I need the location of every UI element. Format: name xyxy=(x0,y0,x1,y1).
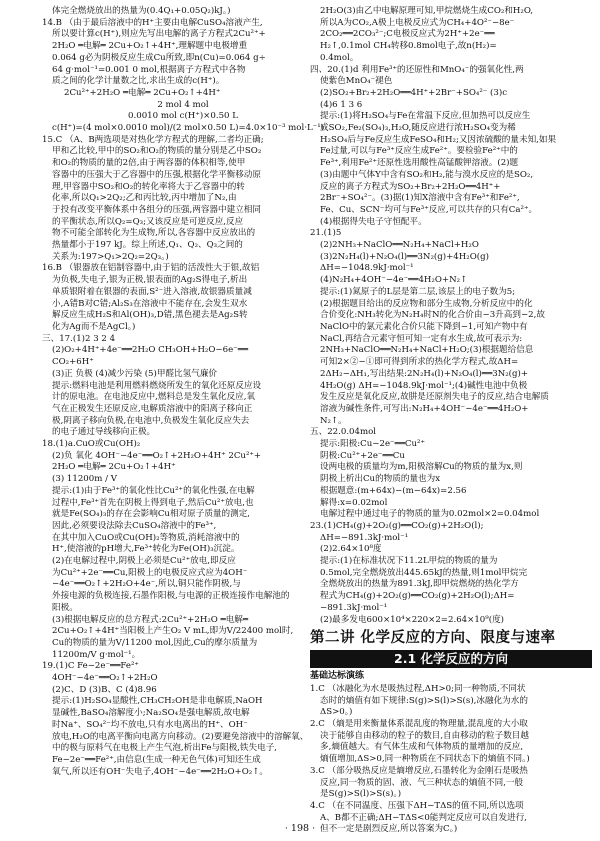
text-line: H₂SO₄后与Fe反应生成FeSO₄和H₂;又因浓硫酸的量未知,如果 xyxy=(320,134,557,145)
text-line: Fe过量,可以与Fe³⁺反应生成Fe²⁺。要检验Fe²⁺中的 xyxy=(320,146,518,157)
text-line: 0.064 g必为阴极反应生成Cu所致,即n(Cu)=0.064 g÷ xyxy=(52,52,266,63)
text-line: 时Na⁺、SO₄²⁻均不放电,只有水电离出的H⁺、OH⁻ xyxy=(52,719,248,730)
text-line: 2Cu+O₂↑+4H⁺当阳极上产生O₂ V mL,即为V/22400 mol时, xyxy=(52,626,294,637)
text-line: 放电,H₂O的电离平衡向电离方向移动。(2)要避免溶液中的溶解氧、 xyxy=(52,731,309,742)
text-line: 1.C （冰融化为水是吸热过程,ΔH>0;同一种物质,不同状 xyxy=(310,683,526,694)
text-line: 物不可能全部转化为生成物,所以,各容器中反应放出的 xyxy=(52,228,256,239)
page-number: · 198 · xyxy=(284,823,316,834)
text-line: 气在正极发生还原反应,电解质溶液中的阳离子移向正 xyxy=(52,403,253,414)
text-line: 四、20.(1)d 利用Fe³⁺的还原性和MnO₄⁻的强氧化性,两 xyxy=(310,64,524,75)
text-line: 2CO₂══2CO₃²⁻;C电极反应式为2H⁺+2e⁻══ xyxy=(320,29,495,40)
text-line: 3.C （部分吸热反应是熵增反应,石墨转化为金刚石是吸热 xyxy=(310,765,528,776)
text-line: 三、17.(1)2 3 2 4 xyxy=(42,333,116,344)
text-line: 2ΔH₂−ΔH₁,写出结果:2N₂H₄(l)+N₂O₄(l)══3N₂(g)+ xyxy=(320,368,529,379)
text-line: ΔH=−1048.9kJ·mol⁻¹ xyxy=(320,263,414,274)
text-line: (4)根据得失电子守恒配平。 xyxy=(320,216,427,227)
text-line: 15.C （A、B两选项是对热化学方程式的理解,二者均正确; xyxy=(42,134,264,145)
text-line: (3) 11200m / V xyxy=(52,474,117,485)
text-line: 0.0010 mol c(H⁺)×0.50 L xyxy=(128,111,238,122)
text-line: 23.(1)CH₄(g)+2O₂(g)══CO₂(g)+2H₂O(l); xyxy=(310,520,484,531)
text-line: 决于能够自由移动的粒子的数目,自由移动的粒子数目越 xyxy=(320,730,529,741)
text-line: 64 g·mol⁻¹=0.001 0 mol,根据离子方程式中各物 xyxy=(52,64,246,75)
text-line: 阴极:Cu²⁺+2e⁻══Cu xyxy=(320,450,405,461)
text-line: 态时的熵值有如下规律:S(g)>S(l)>S(s),冰融化为水的 xyxy=(320,695,528,706)
text-line: 14.B （由于最后溶液中的H⁺主要由电解CuSO₄溶液产生, xyxy=(42,17,263,28)
text-line: 2Cu²⁺+2H₂O ═电解═ 2Cu+O₂↑+4H⁺ xyxy=(64,87,221,98)
text-line: (3)由题中气体Y中含有SO₂和H₂,能与溴水反应的是SO₂, xyxy=(320,169,534,180)
text-line: 单质银附着在银器的表面,S²⁻进入溶液,故银器质量减 xyxy=(52,286,252,297)
text-line: NaClO中的氯元素化合价只能下降到−1,可知产物中有 xyxy=(320,321,528,332)
text-line: 溶液为碱性条件,可写出:N₂H₄+4OH⁻−4e⁻══4H₂O+ xyxy=(320,403,529,414)
text-line: 发生反应是氧化反应,故肼是还原剂失电子的反应,结合电解质 xyxy=(320,392,549,403)
text-line: 4.C （在不同温度、压强下ΔH−TΔS的值不同,所以选项 xyxy=(310,801,524,811)
text-line: 过程中,Fe³⁺首先在阴极上得到电子,然后Cu²⁺放电,也 xyxy=(52,497,254,508)
text-line: 容器中的压强大于乙容器中的压强,根据化学平衡移动原 xyxy=(52,169,261,180)
text-line: (2)在电解过程中,阴极上必须是Cu²⁺放电,即反应 xyxy=(52,556,236,567)
text-line: 提示:(1)由于Fe³⁺的氧化性比Cu²⁺的氧化性强,在电解 xyxy=(52,485,255,496)
text-line: 电解过程中通过电子的物质的量为0.02mol×2=0.04mol xyxy=(320,509,540,520)
text-line: 2H₂O ═电解═ 2Cu+O₂↑+4H⁺ xyxy=(52,462,176,473)
text-line: 提示:燃料电池是利用燃料燃烧所发生的氧化还原反应设 xyxy=(52,380,262,391)
text-line: ΔH=−891.3kJ·mol⁻¹ xyxy=(320,532,409,543)
text-line: N₂↑。 xyxy=(320,415,347,426)
right-column-answers xyxy=(310,6,592,626)
subsection-title: 基础达标演练 xyxy=(310,671,365,682)
text-line: Cu的物质的量为V/11200 mol,因此,Cu的摩尔质量为 xyxy=(52,637,258,648)
text-line: 理,甲容器中SO₂和O₂的转化率将大于乙容器中的转 xyxy=(52,181,245,192)
text-line: (2)O₂+4H⁺+4e⁻══2H₂O CH₃OH+H₂O−6e⁻══ xyxy=(52,345,249,356)
text-line: Fe−2e⁻══Fe²⁺,由信息(生成一种无色气体)可知还生成 xyxy=(52,755,261,765)
text-line: 的电子通过导线移向正极。 xyxy=(52,427,156,438)
text-line: (4)6 1 3 6 xyxy=(320,99,363,110)
text-line: (3)正 负极 (4)减少污染 (5)甲醛比氢气廉价 xyxy=(52,368,218,379)
text-line: Fe、Cu、SCN⁻均可与Fe³⁺反应,可以共存的只有Ca²⁺。 xyxy=(320,204,538,215)
text-line: 2H₂O(3)由乙中电解原理可知,甲烷燃烧生成CO₂和H₂O, xyxy=(320,6,534,16)
text-line: 于投有改变平衡体系中各组分的压强,两容器中建立相同 xyxy=(52,204,261,215)
text-line: 0.5mol,完全燃烧放出445.65kJ的热量,则1mol甲烷完 xyxy=(320,567,528,578)
text-line: 但不一定是剧烈反应,所以答案为C。) xyxy=(320,824,458,835)
text-line: 程式为CH₄(g)+2O₂(g)══CO₂(g)+2H₂O(l);ΔH= xyxy=(320,591,515,602)
text-line: 2Br⁻+SO₄²⁻。(3)据(1)知X溶液中含有Fe³⁺和Fe²⁺, xyxy=(320,193,520,204)
text-line: 计的原电池。在电池反应中,燃料总是发生氧化反应,氧 xyxy=(52,392,256,403)
text-line: 热量都小于197 kJ。综上所述,Q₁、Q₂、Q₃之间的 xyxy=(52,240,243,251)
text-line: CO₂+6H⁺ xyxy=(52,357,94,368)
text-line: 为Cu²⁺+2e⁻══Cu,阳极上的电极反应式应为4OH⁻ xyxy=(52,567,248,578)
text-line: 中的极与原料气在电极上产生气泡,析出Fe与阳极,铁失电子, xyxy=(52,743,278,754)
text-line: (2)负 氧化 4OH⁻−4e⁻══O₂↑+2H₂O+4H⁺ 2Cu²⁺+ xyxy=(52,450,262,461)
text-line: 提示:(1)氮原子的L层是第二层,该层上的电子数为5; xyxy=(320,286,516,297)
text-line: 2NH₃+NaClO══N₂H₄+NaCl+H₂O;(3)根据题给信息 xyxy=(320,345,534,356)
text-line: 根据题意:(m+64x)−(m−64x)=2.56 xyxy=(320,485,467,496)
text-line: (2)SO₂+Br₂+2H₂O══4H⁺+2Br⁻+SO₄²⁻ (3)c xyxy=(320,87,508,98)
text-line: 所以要计算c(H⁺),则应先写出电解的离子方程式2Cu²⁺+ xyxy=(52,29,266,40)
text-line: 体完全燃烧放出的热量为(0.4Q₁+0.05Q₂)kJ。) xyxy=(52,6,231,16)
text-line: H⁺,使溶液的pH增大,Fe³⁺转化为Fe(OH)₃沉淀。 xyxy=(52,544,240,555)
text-line: 熵值增加,ΔS>0,同一种物质在不同状态下的熵值不同。) xyxy=(320,754,530,765)
text-line: (2)C、D (3)B、C (4)8.96 xyxy=(52,684,157,695)
text-line: 提示:阳极:Cu−2e⁻══Cu²⁺ xyxy=(320,439,426,450)
text-line: 多,熵值越大。有气体生成和气体物质的量增加的反应, xyxy=(320,742,524,753)
text-line: 可知2×②−①即可得到所求的热化学方程式,故ΔH= xyxy=(320,357,519,368)
text-line: 合价变化:NH₃转化为N₂H₄时N的化合价由−3升高到−2,故 xyxy=(320,310,545,321)
right-column-exercises xyxy=(310,684,592,836)
text-line: −891.3kJ·mol⁻¹ xyxy=(320,602,388,613)
text-line: 在其中加入CuO或Cu(OH)₂等物质,消耗溶液中的 xyxy=(52,532,240,543)
text-line: 反应,同一物质的固、液、气三种状态的熵值不同,一般 xyxy=(320,777,524,788)
text-line: 提示:(1)H₂SO₄显酸性,CH₃CH₂OH是非电解质,NaOH xyxy=(52,696,263,707)
text-line: 甲和乙比较,甲中的SO₂和O₂的物质的量分别是乙中SO₂ xyxy=(52,146,262,157)
text-line: 19.(1)C Fe−2e⁻══Fe²⁺ xyxy=(42,661,139,672)
text-line: (3)2N₂H₄(l)+N₂O₄(l)══3N₂(g)+4H₂O(g) xyxy=(320,251,489,262)
text-line: 氧气,所以还有OH⁻失电子,4OH⁻−4e⁻══2H₂O+O₂↑。 xyxy=(52,766,269,777)
chapter-title: 第二讲 化学反应的方向、限度与速率 xyxy=(310,630,556,647)
text-line: 所以A为CO₂,A极上电极反应式为CH₄+4O²⁻−8e⁻ xyxy=(320,17,515,28)
left-column xyxy=(42,6,324,778)
text-line: NaCl,再结合元素守恒可知一定有水生成,故可表示为: xyxy=(320,333,523,344)
text-line: 质之间的化学计量数之比,求出生成的c(H⁺)。 xyxy=(52,76,225,87)
text-line: c(H⁺)=(4 mol×0.0010 mol)/(2 mol×0.50 L)=4.0×10⁻³ mol·L⁻¹) xyxy=(52,123,325,134)
text-line: Fe³⁺,利用Fe²⁺还原性选用酸性高锰酸钾溶液。(2)题 xyxy=(320,158,519,169)
text-line: 2 mol 4 mol xyxy=(157,99,209,110)
text-line: 4OH⁻−4e⁻══O₂↑+2H₂O xyxy=(52,673,158,684)
text-line: 阳极。 xyxy=(52,602,78,613)
text-line: 因此,必须要设法除去CuSO₄溶液中的Fe³⁺, xyxy=(52,520,217,531)
text-line: 设两电极的质量均为m,阳极溶解Cu的物质的量为x,则 xyxy=(320,462,523,473)
section-title: 2.1 化学反应的方向 xyxy=(310,650,592,668)
text-line: 全燃烧放出的热量为891.3kJ,即甲烷燃烧的热化学方 xyxy=(320,579,519,590)
text-line: 11200m/V g·mol⁻¹。 xyxy=(52,649,141,660)
text-line: 化率,所以Q₁>2Q₂;乙和丙比较,丙中增加了N₂,由 xyxy=(52,193,237,204)
text-line: 为负极,失电子,银为正极,银表面的Ag₂S得电子,析出 xyxy=(52,275,248,286)
text-line: 提示:(1)将H₂SO₄与Fe在常温下反应,但加热可以反应生 xyxy=(320,111,531,122)
text-line: (2)2NH₃+NaClO══N₂H₄+NaCl+H₂O xyxy=(320,240,479,251)
text-line: 16.B （银器放在铝制容器中,由于铝的活泼性大于银,故铝 xyxy=(42,263,260,274)
text-line: A、B都不正确;ΔH−TΔS<0能判定反应可以自发进行, xyxy=(320,812,528,823)
text-line: H₂↑,0.1mol CH₄转移0.8mol电子,故n(H₂)= xyxy=(320,41,497,52)
text-line: 的平衡状态,所以Q₂=Q₃;又该反应是可逆反应,反应 xyxy=(52,216,244,227)
text-line: 18.(1)a.CuO或Cu(OH)₂ xyxy=(42,439,141,450)
text-line: 和O₂的物质的量的2倍,由于两容器的体积相等,使甲 xyxy=(52,158,246,169)
text-line: (4)N₂H₄+4OH⁻−4e⁻══4H₂O+N₂↑ xyxy=(320,275,468,286)
text-line: 2.C （熵是用来衡量体系混乱度的物理量,混乱度的大小取 xyxy=(310,719,528,730)
text-line: 使紫色MnO₄⁻褪色 xyxy=(320,76,393,87)
text-line: 小,A错B对C错;Al₂S₃在溶液中不能存在,会发生双水 xyxy=(52,298,248,309)
text-line: 极,阴离子移向负极,在电池中,负极发生氧化反应失去 xyxy=(52,415,250,426)
text-line: 解得:x=0.02mol xyxy=(320,497,388,508)
text-line: 五、22.0.04mol xyxy=(310,427,377,438)
text-line: (2)2.64×10⁸度 xyxy=(320,544,382,555)
text-line: 关系为:197>Q₁>2Q₂=2Q₃。) xyxy=(52,251,169,262)
text-line: 显碱性,BaSO₄溶解度小;Na₂SO₄是强电解质,故电解 xyxy=(52,708,250,719)
text-line: 4H₂O(g) ΔH=−1048.9kJ·mol⁻¹;(4)碱性电池中负极 xyxy=(320,380,528,391)
text-line: 就是Fe(SO₄)₃的存在会影响Cu相对原子质量的测定, xyxy=(52,509,251,520)
text-line: 反应的离子方程式为SO₂+Br₂+2H₂O══4H⁺+ xyxy=(320,181,501,192)
text-line: 外接电源的负极连接,石墨作阳极,与电源的正极连接作电解池的 xyxy=(52,591,290,602)
text-line: 2H₂O ═电解═ 2Cu+O₂↑+4H⁺,理解题中电极增重 xyxy=(52,41,248,52)
text-line: −4e⁻══O₂↑+2H₂O+4e⁻,所以,铜只能作阴极,与 xyxy=(52,579,241,590)
text-line: (2)最多发电600×10⁴×220×2=2.64×10⁹(度) xyxy=(320,614,505,625)
text-line: 成SO₂,Fe₂(SO₄)₃,H₂O,随反应进行浓H₂SO₄变为稀 xyxy=(320,123,516,134)
text-line: 是S(g)>S(l)>S(s)。) xyxy=(320,789,402,800)
text-line: 阴极上析出Cu的物质的量也为x xyxy=(320,474,441,485)
text-line: 解反应生成H₂S和Al(OH)₃,D错,黑色褪去是Ag₂S转 xyxy=(52,310,248,321)
text-line: ΔS>0。) xyxy=(320,707,353,718)
text-line: (2)根据题目给出的反应物和部分生成物,分析反应中的化 xyxy=(320,298,533,309)
text-line: (3)根据电解反应的总方程式:2Cu²⁺+2H₂O ═电解═ xyxy=(52,614,249,625)
right-column xyxy=(310,6,592,836)
text-line: 0.4mol。 xyxy=(320,52,359,63)
text-line: 21.(1)5 xyxy=(310,228,342,239)
text-line: 化为Ag而不是AgCl。) xyxy=(52,321,136,332)
text-line: 提示:(1)在标准状况下11.2L甲烷的物质的量为 xyxy=(320,556,498,567)
